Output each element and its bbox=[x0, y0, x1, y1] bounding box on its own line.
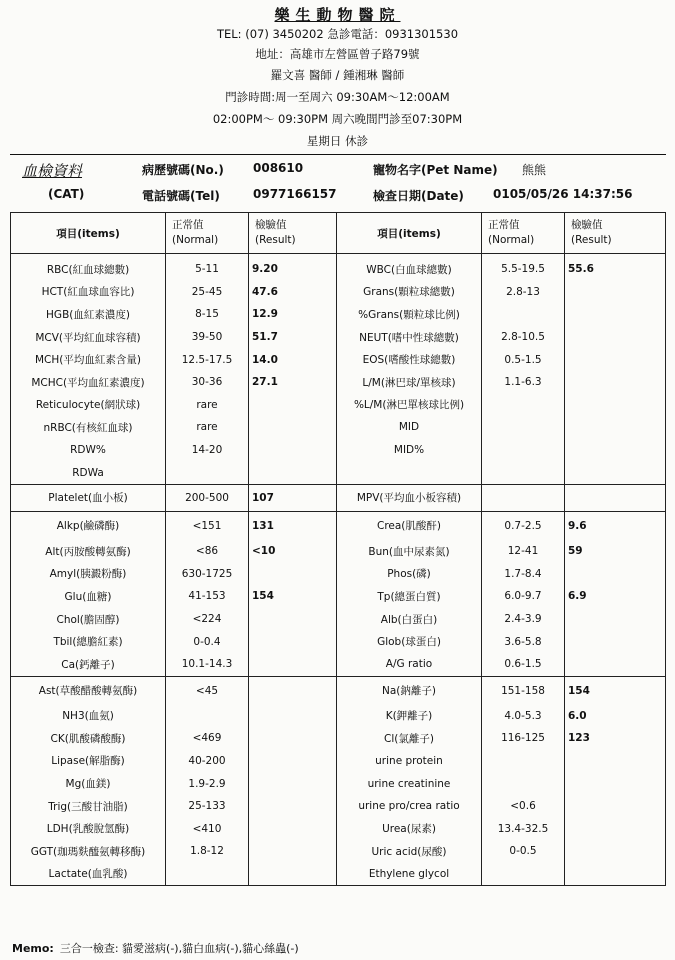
test-name-2: K(鉀離子) bbox=[337, 705, 482, 728]
result-value bbox=[249, 439, 337, 462]
result-value bbox=[249, 416, 337, 439]
test-name-2: Crea(肌酸酐) bbox=[337, 511, 482, 540]
normal-range-2 bbox=[482, 772, 565, 795]
header-normal-2: 正常值 (Normal) bbox=[482, 213, 565, 254]
header-result-2: 檢驗值 (Result) bbox=[565, 213, 666, 254]
result-value-2 bbox=[565, 484, 666, 511]
normal-range: 12.5-17.5 bbox=[166, 348, 249, 371]
record-value: 008610 bbox=[253, 161, 304, 175]
table-row bbox=[11, 772, 666, 795]
table-row bbox=[11, 817, 666, 840]
test-name-2: Grans(顆粒球總數) bbox=[337, 281, 482, 304]
normal-range-2: 3.6-5.8 bbox=[482, 630, 565, 653]
normal-range-2: 4.0-5.3 bbox=[482, 705, 565, 728]
result-value-2 bbox=[565, 772, 666, 795]
result-value-2 bbox=[565, 840, 666, 863]
normal-range: 5-11 bbox=[166, 254, 249, 281]
table-row bbox=[11, 676, 666, 705]
normal-range-2 bbox=[482, 863, 565, 886]
header-rule bbox=[10, 154, 666, 155]
test-name: Reticulocyte(網狀球) bbox=[11, 394, 166, 417]
normal-range bbox=[166, 705, 249, 728]
test-name-2: Phos(磷) bbox=[337, 563, 482, 586]
table-row bbox=[11, 608, 666, 631]
normal-range-2: 2.8-13 bbox=[482, 281, 565, 304]
memo bbox=[12, 940, 299, 956]
normal-range: 0-0.4 bbox=[166, 630, 249, 653]
test-name-2: %Grans(顆粒球比例) bbox=[337, 303, 482, 326]
test-name-2: Glob(球蛋白) bbox=[337, 630, 482, 653]
test-name-2: urine protein bbox=[337, 750, 482, 773]
normal-range bbox=[166, 863, 249, 886]
result-value-2 bbox=[565, 371, 666, 394]
test-name-2: MPV(平均血小板容積) bbox=[337, 484, 482, 511]
result-value-2 bbox=[565, 326, 666, 349]
test-name: NH3(血氨) bbox=[11, 705, 166, 728]
result-value bbox=[249, 795, 337, 818]
test-name: LDH(乳酸脫氫酶) bbox=[11, 817, 166, 840]
result-value bbox=[249, 630, 337, 653]
clinic-address: 地址：高雄市左營區曾子路79號 bbox=[255, 47, 420, 61]
normal-range-2: 2.8-10.5 bbox=[482, 326, 565, 349]
normal-range: 25-45 bbox=[166, 281, 249, 304]
test-name-2: NEUT(嗜中性球總數) bbox=[337, 326, 482, 349]
table-row bbox=[11, 439, 666, 462]
normal-range bbox=[166, 461, 249, 484]
test-name-2: Alb(白蛋白) bbox=[337, 608, 482, 631]
normal-range-2: 5.5-19.5 bbox=[482, 254, 565, 281]
table-row bbox=[11, 750, 666, 773]
header-items-2: 項目(items) bbox=[337, 213, 482, 254]
result-value bbox=[249, 563, 337, 586]
normal-range: <410 bbox=[166, 817, 249, 840]
result-value-2: 59 bbox=[565, 540, 666, 563]
table-row bbox=[11, 653, 666, 676]
result-value-2 bbox=[565, 863, 666, 886]
table-row bbox=[11, 416, 666, 439]
table-row bbox=[11, 326, 666, 349]
clinic-hours-1: 門診時間:周一至周六 09:30AM～12:00AM bbox=[225, 90, 450, 104]
result-value: 27.1 bbox=[249, 371, 337, 394]
table-header-row bbox=[11, 213, 666, 254]
normal-range: <86 bbox=[166, 540, 249, 563]
result-value: 12.9 bbox=[249, 303, 337, 326]
record-label: 病歷號碼(No.) bbox=[142, 163, 224, 177]
result-value-2 bbox=[565, 653, 666, 676]
result-value: 47.6 bbox=[249, 281, 337, 304]
test-name: Tbil(總膽紅素) bbox=[11, 630, 166, 653]
normal-range-2 bbox=[482, 484, 565, 511]
clinic-phone: TEL: (07) 3450202 急診電話：0931301530 bbox=[216, 27, 459, 41]
test-name: GGT(珈瑪麩醯氨轉移酶) bbox=[11, 840, 166, 863]
clinic-name: 樂生動物醫院 bbox=[274, 6, 401, 24]
normal-range: 630-1725 bbox=[166, 563, 249, 586]
result-value-2 bbox=[565, 461, 666, 484]
normal-range: <469 bbox=[166, 727, 249, 750]
table-row bbox=[11, 511, 666, 540]
memo-label: Memo: bbox=[12, 942, 54, 955]
table-row bbox=[11, 795, 666, 818]
result-value-2 bbox=[565, 281, 666, 304]
table-row bbox=[11, 840, 666, 863]
normal-range: 14-20 bbox=[166, 439, 249, 462]
test-name: HCT(紅血球血容比) bbox=[11, 281, 166, 304]
test-name: HGB(血紅素濃度) bbox=[11, 303, 166, 326]
result-value bbox=[249, 608, 337, 631]
normal-range: <151 bbox=[166, 511, 249, 540]
test-name-2: A/G ratio bbox=[337, 653, 482, 676]
result-value bbox=[249, 772, 337, 795]
test-name-2: Urea(尿素) bbox=[337, 817, 482, 840]
result-value-2 bbox=[565, 608, 666, 631]
memo-text: 三合一檢查: 貓愛滋病(-),貓白血病(-),貓心絲蟲(-) bbox=[59, 942, 299, 955]
normal-range-2: 0.6-1.5 bbox=[482, 653, 565, 676]
normal-range-2: 0-0.5 bbox=[482, 840, 565, 863]
result-value bbox=[249, 676, 337, 705]
species: (CAT) bbox=[48, 187, 85, 201]
table-row bbox=[11, 484, 666, 511]
phone-value: 0977166157 bbox=[253, 187, 337, 201]
table-row bbox=[11, 371, 666, 394]
normal-range-2: 0.5-1.5 bbox=[482, 348, 565, 371]
test-name: Lactate(血乳酸) bbox=[11, 863, 166, 886]
table-row bbox=[11, 563, 666, 586]
result-value-2: 9.6 bbox=[565, 511, 666, 540]
result-value-2: 55.6 bbox=[565, 254, 666, 281]
table-row bbox=[11, 540, 666, 563]
result-value-2 bbox=[565, 303, 666, 326]
test-name: Chol(膽固醇) bbox=[11, 608, 166, 631]
normal-range: 30-36 bbox=[166, 371, 249, 394]
test-name: nRBC(有核紅血球) bbox=[11, 416, 166, 439]
normal-range: 1.9-2.9 bbox=[166, 772, 249, 795]
normal-range-2: 6.0-9.7 bbox=[482, 585, 565, 608]
normal-range-2: 12-41 bbox=[482, 540, 565, 563]
result-value: 107 bbox=[249, 484, 337, 511]
result-value bbox=[249, 863, 337, 886]
table-row bbox=[11, 705, 666, 728]
table-row bbox=[11, 303, 666, 326]
result-value-2 bbox=[565, 563, 666, 586]
table-row bbox=[11, 461, 666, 484]
normal-range: 1.8-12 bbox=[166, 840, 249, 863]
table-row bbox=[11, 394, 666, 417]
table-row bbox=[11, 254, 666, 281]
test-name: Lipase(解脂酶) bbox=[11, 750, 166, 773]
result-value: 9.20 bbox=[249, 254, 337, 281]
normal-range-2 bbox=[482, 750, 565, 773]
test-name-2: Tp(總蛋白質) bbox=[337, 585, 482, 608]
result-value: 131 bbox=[249, 511, 337, 540]
table-row bbox=[11, 348, 666, 371]
result-value bbox=[249, 840, 337, 863]
normal-range-2: 151-158 bbox=[482, 676, 565, 705]
test-name: Trig(三酸甘油脂) bbox=[11, 795, 166, 818]
date-label: 檢查日期(Date) bbox=[373, 189, 464, 203]
result-value bbox=[249, 394, 337, 417]
normal-range-2 bbox=[482, 439, 565, 462]
normal-range-2 bbox=[482, 416, 565, 439]
result-value bbox=[249, 750, 337, 773]
table-row bbox=[11, 585, 666, 608]
result-value bbox=[249, 727, 337, 750]
test-name: Ca(鈣離子) bbox=[11, 653, 166, 676]
table-row bbox=[11, 727, 666, 750]
test-name: MCH(平均血紅素含量) bbox=[11, 348, 166, 371]
result-value: 154 bbox=[249, 585, 337, 608]
result-value-2 bbox=[565, 750, 666, 773]
normal-range-2: 0.7-2.5 bbox=[482, 511, 565, 540]
result-value-2 bbox=[565, 439, 666, 462]
normal-range: <45 bbox=[166, 676, 249, 705]
test-name: Ast(草酸醋酸轉氨酶) bbox=[11, 676, 166, 705]
report-title: 血檢資料 bbox=[22, 162, 83, 180]
normal-range: 39-50 bbox=[166, 326, 249, 349]
normal-range: 8-15 bbox=[166, 303, 249, 326]
test-name-2: WBC(白血球總數) bbox=[337, 254, 482, 281]
result-value-2 bbox=[565, 348, 666, 371]
normal-range: rare bbox=[166, 416, 249, 439]
pet-name-label: 寵物名字(Pet Name) bbox=[373, 163, 498, 177]
header-items: 項目(items) bbox=[11, 213, 166, 254]
test-name-2: Na(鈉離子) bbox=[337, 676, 482, 705]
test-name-2: Bun(血中尿素氮) bbox=[337, 540, 482, 563]
table-row bbox=[11, 281, 666, 304]
normal-range: 40-200 bbox=[166, 750, 249, 773]
result-value-2 bbox=[565, 394, 666, 417]
test-name: Platelet(血小板) bbox=[11, 484, 166, 511]
test-name-2: Cl(氯離子) bbox=[337, 727, 482, 750]
normal-range: 41-153 bbox=[166, 585, 249, 608]
normal-range-2 bbox=[482, 394, 565, 417]
test-name-2 bbox=[337, 461, 482, 484]
result-value-2: 154 bbox=[565, 676, 666, 705]
normal-range: rare bbox=[166, 394, 249, 417]
normal-range-2: <0.6 bbox=[482, 795, 565, 818]
test-name-2: MID% bbox=[337, 439, 482, 462]
result-value bbox=[249, 705, 337, 728]
result-value-2: 6.9 bbox=[565, 585, 666, 608]
normal-range: 10.1-14.3 bbox=[166, 653, 249, 676]
normal-range-2: 2.4-3.9 bbox=[482, 608, 565, 631]
date-value: 0105/05/26 14:37:56 bbox=[493, 187, 633, 201]
test-name: RDW% bbox=[11, 439, 166, 462]
normal-range-2 bbox=[482, 461, 565, 484]
normal-range-2: 1.1-6.3 bbox=[482, 371, 565, 394]
result-value bbox=[249, 461, 337, 484]
test-name: RBC(紅血球總數) bbox=[11, 254, 166, 281]
clinic-doctors: 羅文喜 醫師 / 鍾湘琳 醫師 bbox=[270, 68, 405, 82]
normal-range: 200-500 bbox=[166, 484, 249, 511]
header-normal: 正常值 (Normal) bbox=[166, 213, 249, 254]
table-row bbox=[11, 863, 666, 886]
result-value-2 bbox=[565, 795, 666, 818]
test-name-2: %L/M(淋巴單核球比例) bbox=[337, 394, 482, 417]
test-name-2: Ethylene glycol bbox=[337, 863, 482, 886]
result-value-2 bbox=[565, 630, 666, 653]
test-name-2: EOS(嗜酸性球總數) bbox=[337, 348, 482, 371]
normal-range-2: 116-125 bbox=[482, 727, 565, 750]
test-name: RDWa bbox=[11, 461, 166, 484]
result-value bbox=[249, 817, 337, 840]
table-row bbox=[11, 630, 666, 653]
normal-range-2: 1.7-8.4 bbox=[482, 563, 565, 586]
result-value: 14.0 bbox=[249, 348, 337, 371]
result-value-2: 6.0 bbox=[565, 705, 666, 728]
phone-label: 電話號碼(Tel) bbox=[142, 189, 220, 203]
test-name-2: L/M(淋巴球/單核球) bbox=[337, 371, 482, 394]
test-name: Alt(丙胺酸轉氨酶) bbox=[11, 540, 166, 563]
header-result: 檢驗值 (Result) bbox=[249, 213, 337, 254]
test-name: MCV(平均紅血球容積) bbox=[11, 326, 166, 349]
result-value-2 bbox=[565, 817, 666, 840]
test-name-2: urine creatinine bbox=[337, 772, 482, 795]
blood-test-table bbox=[10, 212, 666, 886]
normal-range-2 bbox=[482, 303, 565, 326]
normal-range: 25-133 bbox=[166, 795, 249, 818]
test-name: MCHC(平均血紅素濃度) bbox=[11, 371, 166, 394]
test-name-2: MID bbox=[337, 416, 482, 439]
normal-range: <224 bbox=[166, 608, 249, 631]
result-value bbox=[249, 653, 337, 676]
test-name-2: urine pro/crea ratio bbox=[337, 795, 482, 818]
result-value-2 bbox=[565, 416, 666, 439]
test-name: Mg(血鎂) bbox=[11, 772, 166, 795]
normal-range-2: 13.4-32.5 bbox=[482, 817, 565, 840]
result-value: <10 bbox=[249, 540, 337, 563]
test-name: Alkp(鹼磷酶) bbox=[11, 511, 166, 540]
test-name: CK(肌酸磷酸酶) bbox=[11, 727, 166, 750]
test-name: Amyl(胰澱粉酶) bbox=[11, 563, 166, 586]
test-name-2: Uric acid(尿酸) bbox=[337, 840, 482, 863]
clinic-hours-2: 02:00PM～ 09:30PM 周六晚間門診至07:30PM bbox=[212, 112, 463, 126]
result-value: 51.7 bbox=[249, 326, 337, 349]
test-name: Glu(血糖) bbox=[11, 585, 166, 608]
pet-name-value: 熊熊 bbox=[522, 163, 547, 177]
clinic-hours-3: 星期日 休診 bbox=[306, 134, 369, 148]
result-value-2: 123 bbox=[565, 727, 666, 750]
